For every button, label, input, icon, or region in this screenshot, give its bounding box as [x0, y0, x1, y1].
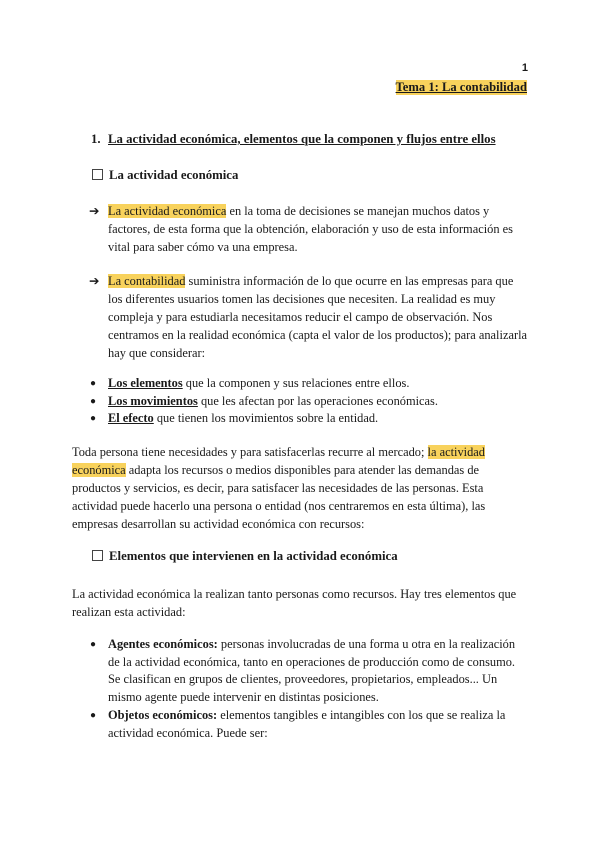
arrow-item-actividad-text: [108, 202, 529, 256]
highlight-actividad: La actividad económica: [108, 204, 227, 218]
bullet-term: El efecto: [108, 411, 154, 425]
subheading-actividad-label: La actividad económica: [109, 168, 239, 182]
bullet-text: que tienen los movimientos sobre la entidad.: [153, 411, 379, 425]
bullet-list-elementos: [89, 636, 529, 743]
arrow-right-icon: ➔: [89, 274, 100, 288]
section-number: 1.: [91, 132, 101, 146]
checkbox-icon: [92, 550, 103, 561]
paragraph-text: Toda persona tiene necesidades y para satisfacerlas recurre al mercado;: [72, 445, 428, 459]
arrow-item-contabilidad: [89, 272, 529, 362]
arrow-item-actividad: [89, 202, 529, 256]
document-title: Tema 1: La contabilidad: [395, 80, 527, 94]
list-item: [89, 375, 529, 393]
checkbox-icon: [92, 169, 103, 180]
bullet-term: Los movimientos: [108, 393, 198, 408]
bullet-icon: ●: [90, 395, 97, 407]
arrow-right-icon: ➔: [89, 204, 100, 218]
bullet-icon: ●: [90, 413, 97, 424]
paragraph-elementos: La actividad económica la realizan tanto personas como recursos. Hay tres elementos que realizan esta actividad:: [72, 587, 517, 619]
list-item: [89, 636, 529, 706]
list-item: [89, 393, 529, 411]
arrow-item-contabilidad-text: [108, 272, 529, 362]
bullet-icon: ●: [90, 639, 97, 650]
bullet-icon: ●: [90, 378, 97, 389]
arrow-item-contabilidad-body: suministra información de lo que ocurre en las empresas para que los diferentes usuarios tomen las decisiones que necesiten. La realidad es muy compleja y para estudiarla necesitamos reducir el campo de observación. Nos centramos en la realidad económica (capta el valor de los productos); para analizarla hay que considerar:: [108, 274, 528, 360]
page-number: 1: [521, 62, 528, 74]
subheading-elementos: [92, 549, 398, 564]
paragraph-text: adapta los recursos o medios disponibles para atender las demandas de productos y servicios, es decir, para satisfacer las necesidades de las personas. Esta actividad puede hacerlo una persona o entidad (nos centraremos en esta última), las empresas desarrollan su actividad económica con recursos:: [72, 463, 486, 531]
list-item: [89, 410, 529, 428]
subheading-actividad: [92, 168, 238, 183]
bullet-icon: ●: [90, 710, 97, 721]
section-heading: [91, 132, 496, 147]
arrow-item-actividad-body: en la toma de decisiones se manejan muchos datos y factores, de esta forma que la obtención, elaboración y uso de esta información es vital para saber cómo va una empresa.: [108, 204, 513, 254]
paragraph-necesidades: [72, 443, 528, 533]
list-item: [89, 707, 529, 742]
bullet-term: Objetos económicos:: [108, 708, 218, 722]
section-title: La actividad económica, elementos que la componen y flujos entre ellos: [108, 132, 496, 146]
subheading-elementos-label: Elementos que intervienen en la actividad económica: [109, 549, 398, 563]
bullet-text: que les afectan por las operaciones económicas.: [197, 393, 438, 408]
bullet-text: personas involucradas de una forma u otra en la realización de la actividad económica, tanto en operaciones de producción como de consumo. Se clasifican en grupos de clientes, proveedores, propietarios, empleados... Un mismo agente puede intervenir en distintas posiciones.: [108, 637, 516, 704]
highlight-actividad-economica: la actividad económica: [72, 445, 485, 477]
bullet-text: elementos tangibles e intangibles con los que se realiza la actividad económica. Puede ser:: [108, 708, 506, 740]
bullet-text: que la componen y sus relaciones entre ellos.: [182, 376, 410, 390]
bullet-term: Los elementos: [108, 376, 183, 390]
bullet-term: Agentes económicos:: [108, 637, 218, 651]
bullet-list-considerations: [89, 375, 529, 428]
highlight-contabilidad: La contabilidad: [108, 274, 186, 288]
